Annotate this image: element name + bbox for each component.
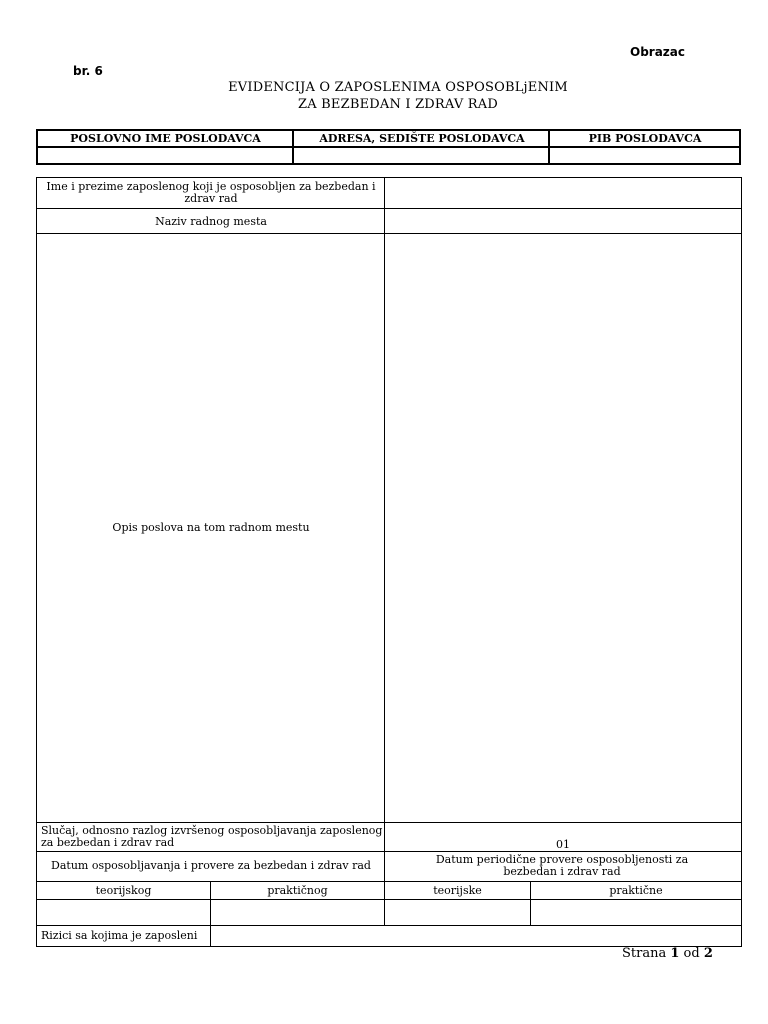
page-total: 2 <box>703 946 713 961</box>
document-title-line1: EVIDENCIJA O ZAPOSLENIMA OSPOSOBLjENIM <box>228 80 568 95</box>
column-divider <box>210 925 211 947</box>
training-reason-value: 01 <box>556 838 570 851</box>
risks-label: Rizici sa kojima je zaposleni <box>41 929 198 942</box>
periodic-check-label: Datum periodične provere osposobljenosti za bezbedan i zdrav rad <box>435 853 689 878</box>
row-divider <box>37 208 741 209</box>
employee-record-table <box>36 177 742 947</box>
page-number <box>622 946 713 961</box>
row-divider <box>37 881 741 882</box>
employer-pib-header: PIB POSLODAVCA <box>588 132 702 145</box>
employer-name-header: POSLOVNO IME POSLODAVCA <box>70 132 261 145</box>
training-date-label: Datum osposobljavanja i provere za bezbedan i zdrav rad <box>51 859 371 872</box>
workplace-label: Naziv radnog mesta <box>155 215 267 228</box>
employer-table <box>36 129 741 165</box>
page-separator: od <box>683 946 700 961</box>
col-theoretical-check: teorijske <box>433 884 482 897</box>
document-title-line2: ZA BEZBEDAN I ZDRAV RAD <box>298 97 498 112</box>
col-practical-check: praktične <box>609 884 663 897</box>
row-divider <box>37 899 741 900</box>
page-current: 1 <box>670 946 680 961</box>
page-prefix: Strana <box>622 946 667 961</box>
column-divider <box>384 178 385 882</box>
form-number: br. 6 <box>73 64 103 78</box>
employer-address-header: ADRESA, SEDIŠTE POSLODAVCA <box>319 132 525 145</box>
form-label-obrazac: Obrazac <box>630 45 686 59</box>
employee-name-label: Ime i prezime zaposlenog koji je osposobljen za bezbedan i zdrav rad <box>46 180 376 205</box>
col-practical-training: praktičnog <box>267 884 328 897</box>
row-divider <box>37 851 741 852</box>
col-theoretical-training: teorijskog <box>95 884 152 897</box>
training-reason-label: Slučaj, odnosno razlog izvršenog osposobljavanja zaposlenog za bezbedan i zdrav rad <box>41 824 383 849</box>
row-divider <box>37 233 741 234</box>
job-description-label: Opis poslova na tom radnom mestu <box>112 521 310 534</box>
employer-divider <box>292 131 294 163</box>
row-divider <box>37 822 741 823</box>
row-divider <box>37 925 741 926</box>
employer-divider <box>548 131 550 163</box>
